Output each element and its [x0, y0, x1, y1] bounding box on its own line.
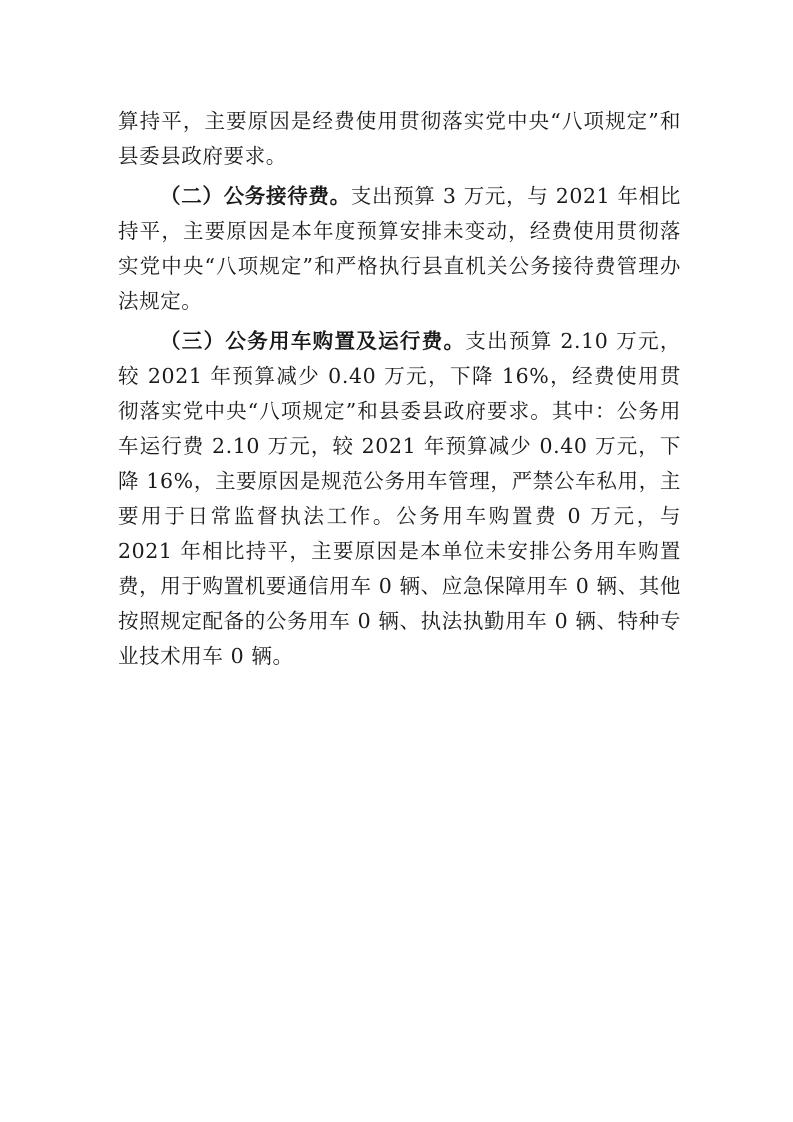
- paragraph-text: 支出预算 3 万元，与 2021 年相比持平，主要原因是本年度预算安排未变动，经费使用贯彻落实党中央“八项规定”和严格执行县直机关公务接待费管理办法规定。: [118, 184, 681, 313]
- document-body: [118, 104, 681, 679]
- paragraph-text: 算持平，主要原因是经费使用贯彻落实党中央“八项规定”和县委县政府要求。: [118, 109, 681, 168]
- section-heading-vehicle: （三）公务用车购置及运行费。: [160, 329, 466, 353]
- paragraph-reception-expense: [118, 179, 681, 319]
- paragraph-vehicle-expense: [118, 324, 681, 674]
- paragraph-continuation: [118, 104, 681, 174]
- paragraph-text: 支出预算 2.10 万元，较 2021 年预算减少 0.40 万元，下降 16%，经费使用贯彻落实党中央“八项规定”和县委县政府要求。其中：公务用车运行费 2.10 万元，较 2021 年预算减少 0.40 万元，下降 16%，主要原因是规范公务用车管理，严禁公车私用，主要用于日常监督执法工作。公务用车购置费 0 万元，与 2021 年相比持平，主要原因是本单位未安排公务用车购置费，用于购置机要通信用车 0 辆、应急保障用车 0 辆、其他按照规定配备的公务用车 0 辆、执法执勤用车 0 辆、特种专业技术用车 0 辆。: [118, 329, 681, 668]
- section-heading-reception: （二）公务接待费。: [160, 184, 351, 208]
